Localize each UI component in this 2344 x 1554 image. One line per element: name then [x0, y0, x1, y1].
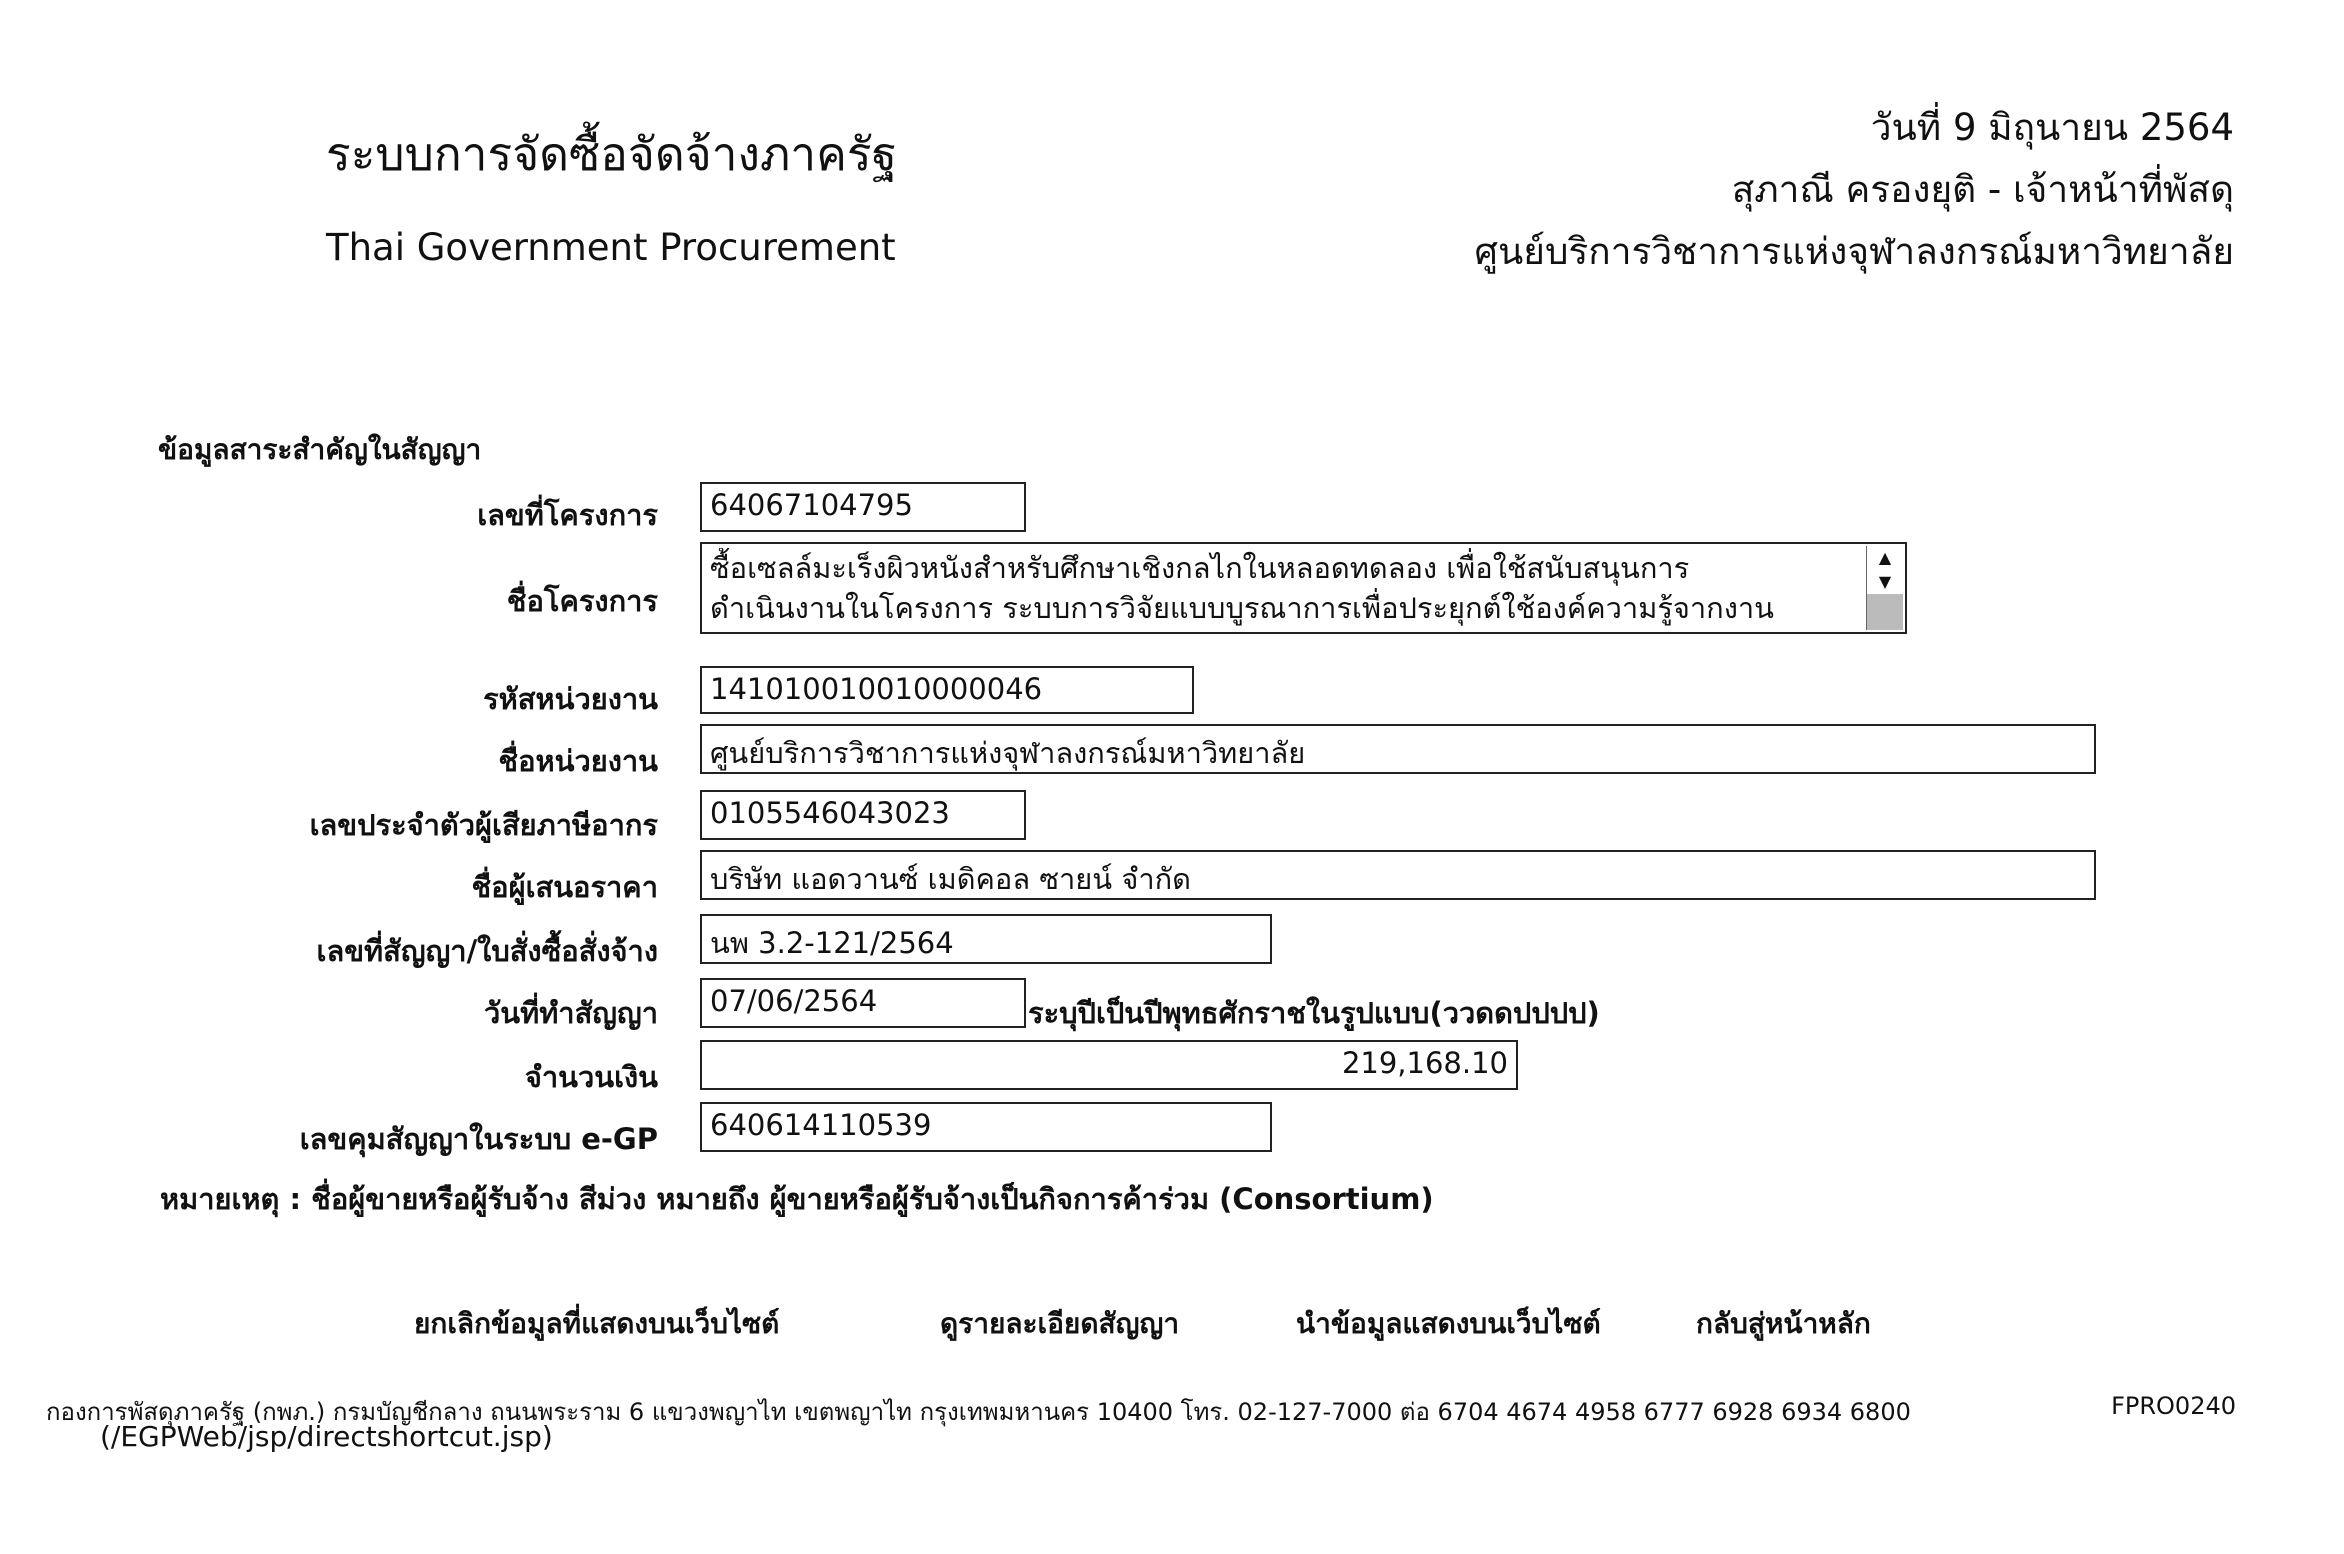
egp-no-field[interactable]: 640614110539	[700, 1102, 1272, 1152]
unit-name-field[interactable]: ศูนย์บริการวิชาการแห่งจุฬาลงกรณ์มหาวิทยาลัย	[700, 724, 2096, 774]
home-link[interactable]: กลับสู่หน้าหลัก	[1696, 1307, 1871, 1340]
bidder-field[interactable]: บริษัท แอดวานซ์ เมดิคอล ซายน์ จำกัด	[700, 850, 2096, 900]
tax-id-label: เลขประจำตัวผู้เสียภาษีอากร	[309, 808, 658, 842]
contract-no-label: เลขที่สัญญา/ใบสั่งซื้อสั่งจ้าง	[316, 934, 658, 968]
unit-name-label: ชื่อหน่วยงาน	[498, 744, 658, 778]
amount-field[interactable]: 219,168.10	[700, 1040, 1518, 1090]
footer-code: FPRO0240	[2111, 1392, 2236, 1420]
cancel-publish-link[interactable]: ยกเลิกข้อมูลที่แสดงบนเว็บไซต์	[414, 1307, 780, 1340]
publish-link[interactable]: นำข้อมูลแสดงบนเว็บไซต์	[1296, 1307, 1601, 1340]
system-title-th: ระบบการจัดซื้อจัดจ้างภาครัฐ	[326, 127, 897, 181]
scroll-up-icon[interactable]: ▲	[1867, 546, 1903, 571]
header-org: ศูนย์บริการวิชาการแห่งจุฬาลงกรณ์มหาวิทยาลัย	[1474, 230, 2234, 273]
tax-id-field[interactable]: 0105546043023	[700, 790, 1026, 840]
project-name-label: ชื่อโครงการ	[506, 584, 658, 618]
header-user: สุภาณี ครองยุติ - เจ้าหน้าที่พัสดุ	[1731, 168, 2234, 211]
project-name-line-1: ซื้อเซลล์มะเร็งผิวหนังสำหรับศึกษาเชิงกลไกในหลอดทดลอง เพื่อใช้สนับสนุนการ	[710, 551, 1690, 585]
egp-no-label: เลขคุมสัญญาในระบบ e-GP	[299, 1122, 658, 1156]
scroll-down-icon[interactable]: ▼	[1867, 570, 1903, 595]
scroll-thumb[interactable]	[1867, 594, 1903, 630]
project-name-textarea[interactable]	[700, 542, 1907, 634]
unit-code-field[interactable]: 141010010010000046	[700, 666, 1194, 714]
footer-path: (/EGPWeb/jsp/directshortcut.jsp)	[100, 1420, 553, 1453]
footer-address: กองการพัสดุภาครัฐ (กพภ.) กรมบัญชีกลาง ถนนพระราม 6 แขวงพญาไท เขตพญาไท กรุงเทพมหานคร 10400 โทร. 02-127-7000 ต่อ 6704 4674 4958 6777 6928 6934 6800	[46, 1398, 1911, 1426]
contract-date-hint: ระบุปีเป็นปีพุทธศักราชในรูปแบบ(ววดดปปปป)	[1028, 996, 1600, 1030]
project-no-label: เลขที่โครงการ	[477, 498, 658, 532]
header-date: วันที่ 9 มิถุนายน 2564	[1870, 106, 2234, 149]
system-title-en: Thai Government Procurement	[326, 226, 896, 269]
section-title: ข้อมูลสาระสำคัญในสัญญา	[158, 433, 482, 466]
view-contract-link[interactable]: ดูรายละเอียดสัญญา	[940, 1307, 1180, 1340]
note-prefix: หมายเหตุ : ชื่อผู้ขายหรือผู้รับจ้าง	[160, 1182, 579, 1216]
project-name-scrollbar[interactable]	[1866, 546, 1903, 630]
contract-date-label: วันที่ทำสัญญา	[483, 996, 658, 1030]
note	[160, 1176, 1434, 1222]
contract-date-field[interactable]: 07/06/2564	[700, 978, 1026, 1028]
amount-label: จำนวนเงิน	[524, 1060, 658, 1094]
bidder-label: ชื่อผู้เสนอราคา	[471, 870, 658, 904]
note-highlight: สีม่วง	[578, 1182, 647, 1216]
contract-no-field[interactable]: นพ 3.2-121/2564	[700, 914, 1272, 964]
note-suffix: หมายถึง ผู้ขายหรือผู้รับจ้างเป็นกิจการค้าร่วม (Consortium)	[646, 1182, 1434, 1216]
project-name-line-2: ดำเนินงานในโครงการ ระบบการวิจัยแบบบูรณาการเพื่อประยุกต์ใช้องค์ความรู้จากงาน	[710, 591, 1775, 625]
unit-code-label: รหัสหน่วยงาน	[483, 682, 658, 716]
project-no-field[interactable]: 64067104795	[700, 482, 1026, 532]
